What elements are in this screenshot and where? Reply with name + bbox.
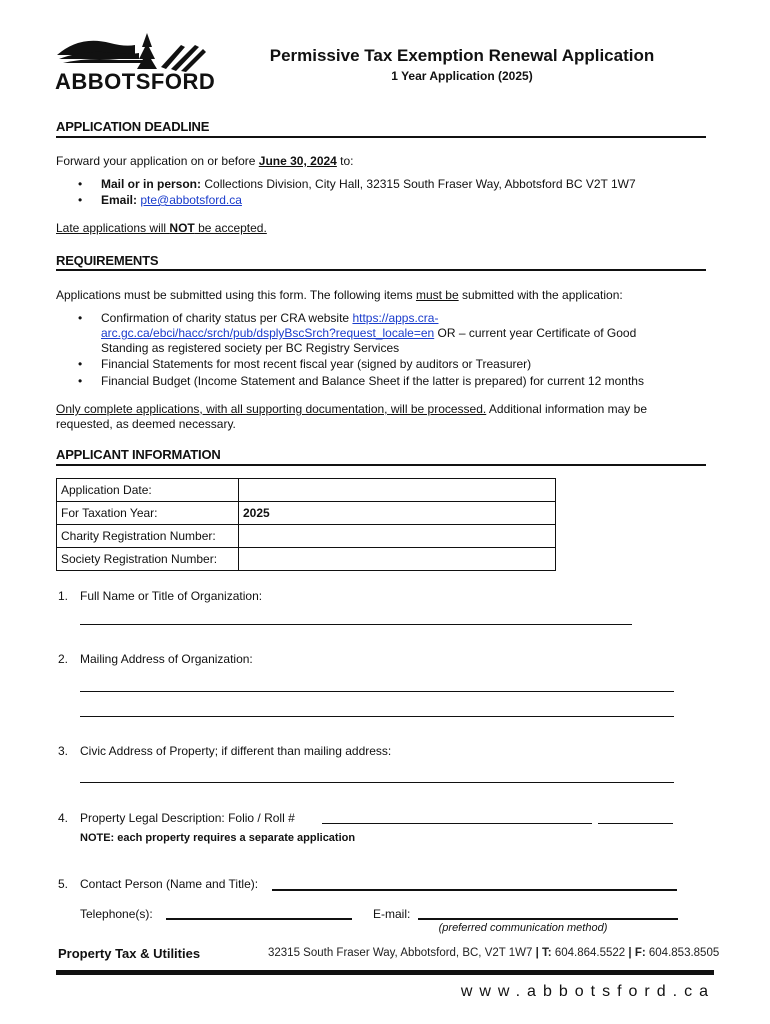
section-divider [56,136,706,138]
bullet: • [78,311,83,325]
applicant-info-table [56,478,556,571]
folio-roll-line-extra[interactable] [598,823,673,824]
mailing-address-line-2[interactable] [80,716,674,717]
email-line[interactable] [418,918,678,920]
email-link[interactable]: pte@abbotsford.ca [140,193,242,207]
row-label: Charity Registration Number: [57,525,239,548]
cra-link-part1[interactable]: https://apps.cra- [352,311,439,325]
property-note: NOTE: each property requires a separate application [80,832,356,844]
applicant-heading: APPLICANT INFORMATION [56,447,221,462]
question-number: 4. [58,811,69,825]
document-title: Permissive Tax Exemption Renewal Application [269,46,655,65]
email-hint: (preferred communication method) [438,922,608,934]
bullet: • [78,374,83,388]
bullet: • [78,357,83,371]
document-subtitle: 1 Year Application (2025) [391,69,533,83]
requirements-heading: REQUIREMENTS [56,253,159,268]
bullet: • [78,177,83,191]
question-3-label: Civic Address of Property; if different than mailing address: [80,744,392,758]
email-item: Email: pte@abbotsford.ca [101,193,242,207]
late-notice: Late applications will NOT be accepted. [56,221,267,235]
question-1-label: Full Name or Title of Organization: [80,589,263,603]
footer-divider [56,970,714,975]
application-date-field[interactable] [239,479,556,502]
mail-item: Mail or in person: Collections Division, City Hall, 32315 South Fraser Way, Abbotsford BC V2T 1W7 [101,177,636,191]
question-5-label: Contact Person (Name and Title): [80,877,259,891]
telephone-label: Telephone(s): [80,907,153,921]
bullet: • [78,193,83,207]
footer-department: Property Tax & Utilities [58,946,201,961]
row-label: For Taxation Year: [57,502,239,525]
cra-link-part2[interactable]: arc.gc.ca/ebci/hacc/srch/pub/dsplyBscSrch?request_locale=en [101,326,435,340]
question-number: 1. [58,589,69,603]
mountain-tree-icon [55,33,210,73]
requirements-intro: Applications must be submitted using this form. The following items must be submitted with the application: [56,288,623,302]
table-row [57,479,556,502]
table-row [57,548,556,571]
question-4-label: Property Legal Description: Folio / Roll # [80,811,295,825]
table-row [57,525,556,548]
requirement-item-statements: Financial Statements for most recent fiscal year (signed by auditors or Treasurer) [101,357,532,371]
deadline-intro: Forward your application on or before June 30, 2024 to: [56,154,354,168]
requirement-item-budget: Financial Budget (Income Statement and Balance Sheet if the latter is prepared) for current 12 months [101,374,644,388]
requirements-note: Only complete applications, with all supporting documentation, will be processed. Additional information may be requested, as deemed necessary. [56,402,647,431]
section-divider [56,464,706,466]
footer-contact: 32315 South Fraser Way, Abbotsford, BC, V2T 1W7 | T: 604.864.5522 | F: 604.853.8505 [268,947,720,959]
abbotsford-logo [55,33,216,95]
question-number: 2. [58,652,69,666]
taxation-year-field[interactable]: 2025 [239,502,556,525]
question-number: 3. [58,744,69,758]
telephone-line[interactable] [166,918,352,920]
logo-wordmark: ABBOTSFORD [55,69,216,94]
charity-number-field[interactable] [239,525,556,548]
civic-address-line[interactable] [80,782,674,783]
requirement-item-charity: Confirmation of charity status per CRA website https://apps.cra- arc.gc.ca/ebci/hacc/srch/pub/dsplyBscSrch?request_locale=en OR – current year Certificate of Good Standing as registered society per BC Registry Services [101,311,637,355]
row-label: Society Registration Number: [57,548,239,571]
section-divider [56,269,706,271]
row-label: Application Date: [57,479,239,502]
society-number-field[interactable] [239,548,556,571]
organization-name-line[interactable] [80,624,632,625]
contact-person-line[interactable] [272,889,677,891]
mailing-address-line-1[interactable] [80,691,674,692]
folio-roll-line[interactable] [322,823,592,824]
question-2-label: Mailing Address of Organization: [80,652,253,666]
table-row [57,502,556,525]
email-label: E-mail: [373,907,411,921]
question-number: 5. [58,877,69,891]
footer-website[interactable]: www.abbotsford.ca [460,983,715,1000]
deadline-heading: APPLICATION DEADLINE [56,119,210,134]
